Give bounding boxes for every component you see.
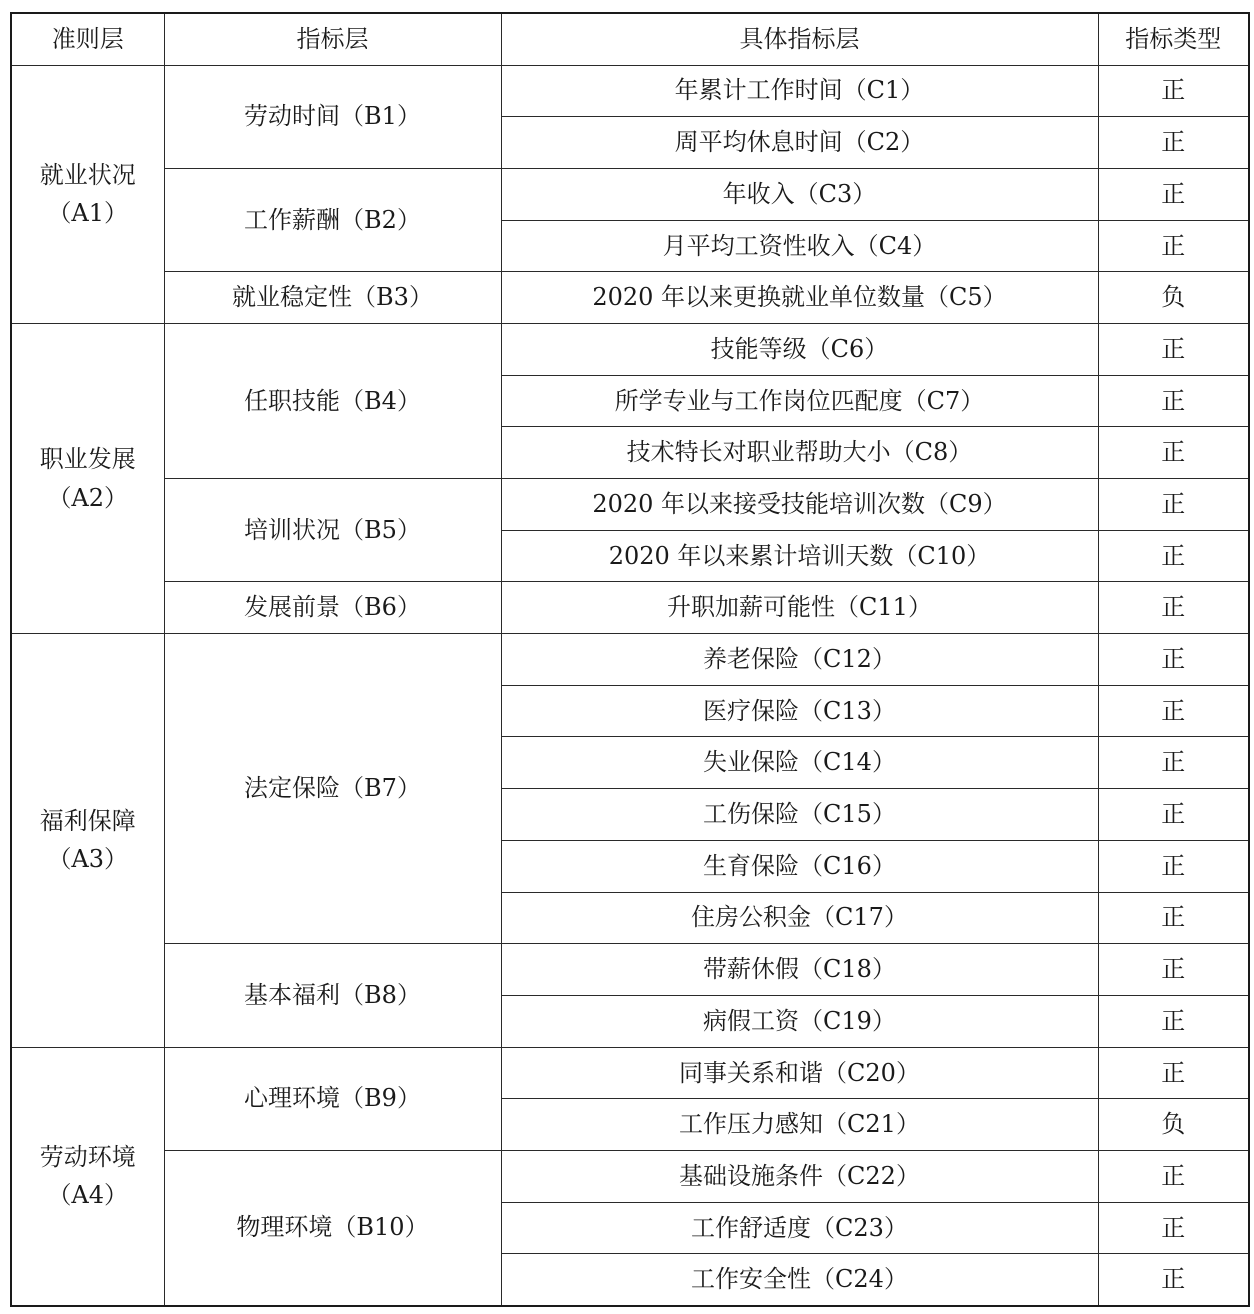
criterion-code: （A1） xyxy=(47,199,129,228)
indicator-type-cell: 正 xyxy=(1098,944,1249,996)
specific-indicator-cell: 月平均工资性收入（C4） xyxy=(501,220,1098,272)
indicator-type-cell: 正 xyxy=(1098,427,1249,479)
specific-indicator-cell: 升职加薪可能性（C11） xyxy=(501,582,1098,634)
specific-indicator-cell: 失业保险（C14） xyxy=(501,737,1098,789)
header-criterion: 准则层 xyxy=(11,13,164,65)
indicator-type-cell: 正 xyxy=(1098,323,1249,375)
indicator-cell: 心理环境（B9） xyxy=(164,1047,501,1150)
criterion-code: （A3） xyxy=(47,845,129,874)
indicator-type-cell: 正 xyxy=(1098,685,1249,737)
indicator-type-cell: 正 xyxy=(1098,1254,1249,1306)
specific-indicator-cell: 所学专业与工作岗位匹配度（C7） xyxy=(501,375,1098,427)
specific-indicator-cell: 周平均休息时间（C2） xyxy=(501,117,1098,169)
indicator-cell: 物理环境（B10） xyxy=(164,1150,501,1305)
indicator-cell: 法定保险（B7） xyxy=(164,634,501,944)
specific-indicator-cell: 工作舒适度（C23） xyxy=(501,1202,1098,1254)
indicator-cell: 基本福利（B8） xyxy=(164,944,501,1047)
specific-indicator-cell: 技能等级（C6） xyxy=(501,323,1098,375)
criterion-name: 福利保障 xyxy=(39,806,136,835)
indicator-type-cell: 正 xyxy=(1098,168,1249,220)
indicator-type-cell: 正 xyxy=(1098,1150,1249,1202)
indicator-type-cell: 正 xyxy=(1098,789,1249,841)
criterion-code: （A4） xyxy=(47,1181,129,1210)
criterion-cell xyxy=(11,634,164,1048)
specific-indicator-cell: 技术特长对职业帮助大小（C8） xyxy=(501,427,1098,479)
indicator-type-cell: 正 xyxy=(1098,479,1249,531)
indicator-type-cell: 正 xyxy=(1098,1202,1249,1254)
indicator-type-cell: 正 xyxy=(1098,530,1249,582)
indicator-type-cell: 正 xyxy=(1098,840,1249,892)
table-row xyxy=(11,323,1249,375)
indicator-type-cell: 正 xyxy=(1098,892,1249,944)
criterion-name: 职业发展 xyxy=(39,445,136,474)
indicator-type-cell: 正 xyxy=(1098,737,1249,789)
table-body xyxy=(11,65,1249,1306)
indicator-type-cell: 正 xyxy=(1098,117,1249,169)
indicator-type-cell: 正 xyxy=(1098,65,1249,117)
indicator-type-cell: 正 xyxy=(1098,582,1249,634)
table-row xyxy=(11,1150,1249,1202)
specific-indicator-cell: 住房公积金（C17） xyxy=(501,892,1098,944)
table-row xyxy=(11,272,1249,324)
specific-indicator-cell: 2020 年以来更换就业单位数量（C5） xyxy=(501,272,1098,324)
indicator-type-cell: 负 xyxy=(1098,1099,1249,1151)
indicator-type-cell: 负 xyxy=(1098,272,1249,324)
indicator-cell: 任职技能（B4） xyxy=(164,323,501,478)
specific-indicator-cell: 医疗保险（C13） xyxy=(501,685,1098,737)
criterion-cell xyxy=(11,323,164,633)
header-indicator-type: 指标类型 xyxy=(1098,13,1249,65)
table-row xyxy=(11,582,1249,634)
indicator-cell: 就业稳定性（B3） xyxy=(164,272,501,324)
header-indicator: 指标层 xyxy=(164,13,501,65)
specific-indicator-cell: 同事关系和谐（C20） xyxy=(501,1047,1098,1099)
specific-indicator-cell: 生育保险（C16） xyxy=(501,840,1098,892)
specific-indicator-cell: 工作安全性（C24） xyxy=(501,1254,1098,1306)
criterion-cell xyxy=(11,1047,164,1305)
table-row xyxy=(11,634,1249,686)
indicator-type-cell: 正 xyxy=(1098,634,1249,686)
specific-indicator-cell: 基础设施条件（C22） xyxy=(501,1150,1098,1202)
table-row xyxy=(11,479,1249,531)
indicator-type-cell: 正 xyxy=(1098,375,1249,427)
specific-indicator-cell: 2020 年以来累计培训天数（C10） xyxy=(501,530,1098,582)
specific-indicator-cell: 病假工资（C19） xyxy=(501,995,1098,1047)
specific-indicator-cell: 养老保险（C12） xyxy=(501,634,1098,686)
specific-indicator-cell: 工作压力感知（C21） xyxy=(501,1099,1098,1151)
criterion-name: 劳动环境 xyxy=(39,1142,136,1171)
specific-indicator-cell: 工伤保险（C15） xyxy=(501,789,1098,841)
header-row xyxy=(11,13,1249,65)
header-specific-indicator: 具体指标层 xyxy=(501,13,1098,65)
table-row xyxy=(11,1047,1249,1099)
table-row xyxy=(11,944,1249,996)
indicator-type-cell: 正 xyxy=(1098,220,1249,272)
specific-indicator-cell: 带薪休假（C18） xyxy=(501,944,1098,996)
indicator-table xyxy=(10,12,1250,1307)
table-row xyxy=(11,65,1249,117)
indicator-cell: 工作薪酬（B2） xyxy=(164,168,501,271)
criterion-code: （A2） xyxy=(47,483,129,512)
specific-indicator-cell: 2020 年以来接受技能培训次数（C9） xyxy=(501,479,1098,531)
specific-indicator-cell: 年累计工作时间（C1） xyxy=(501,65,1098,117)
specific-indicator-cell: 年收入（C3） xyxy=(501,168,1098,220)
indicator-type-cell: 正 xyxy=(1098,995,1249,1047)
indicator-cell: 发展前景（B6） xyxy=(164,582,501,634)
criterion-name: 就业状况 xyxy=(39,160,136,189)
criterion-cell xyxy=(11,65,164,323)
indicator-cell: 劳动时间（B1） xyxy=(164,65,501,168)
indicator-table-container xyxy=(10,12,1250,1307)
indicator-cell: 培训状况（B5） xyxy=(164,479,501,582)
indicator-type-cell: 正 xyxy=(1098,1047,1249,1099)
table-row xyxy=(11,168,1249,220)
